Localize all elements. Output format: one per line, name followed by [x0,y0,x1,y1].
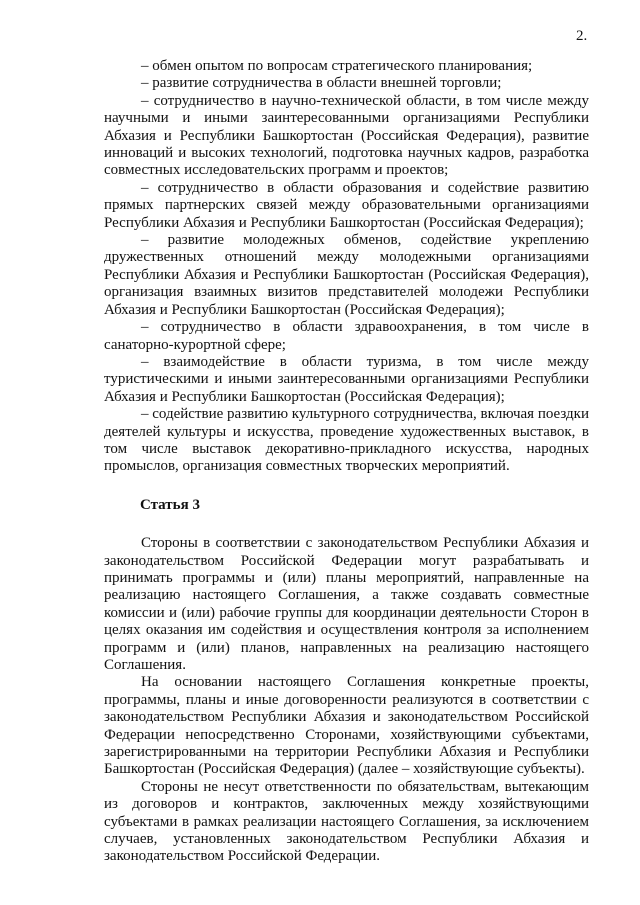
list-item: – содействие развитию культурного сотрудничества, включая поездки деятелей культуры и искусства, проведение художественных выставок, в том числе выставок декоративно-прикладного искусства, народных промыслов, организация совместных творческих мероприятий. [104,406,589,475]
list-item: – взаимодействие в области туризма, в том числе между туристическими и иными заинтересованными организациями Республики Абхазия и Республики Башкортостан (Российская Федерация); [104,353,589,405]
list-item: – сотрудничество в области здравоохранения, в том числе в санаторно-курортной сфере; [104,319,589,353]
page-number: 2. [576,28,588,44]
list-item: – сотрудничество в области образования и содействие развитию прямых партнерских связей между образовательными организациями Республики Абхазия и Республики Башкортостан (Российская Федерация); [104,179,589,231]
document-body [104,58,589,866]
list-item: – развитие сотрудничества в области внешней торговли; [141,75,502,92]
list-item: – обмен опытом по вопросам стратегического планирования; [141,58,533,74]
article-heading: Статья 3 [140,496,200,513]
article-body [104,535,589,866]
cooperation-list [104,58,589,476]
list-item: – сотрудничество в научно-технической области, в том числе между научными и иными заинтересованными организациями Республики Абхазия и Республики Башкортостан (Российская Федерация), развитие инноваций и высоких технологий, подготовка научных кадров, разработка совместных исследовательских программ и проектов; [104,92,589,179]
article-paragraph: На основании настоящего Соглашения конкретные проекты, программы, планы и иные договоренности реализуются в соответствии с законодательством Республики Абхазия и законодательством Российской Федерации непосредственно Сторонами, хозяйствующими субъектами, зарегистрированными на территории Республики Абхазия и Республики Башкортостан (Российская Федерация) (далее – хозяйствующие субъекты). [104,674,589,778]
article-paragraph: Стороны в соответствии с законодательством Республики Абхазия и законодательством Российской Федерации могут разрабатывать и принимать программы и (или) планы мероприятий, направленные на реализацию настоящего Соглашения, а также создавать совместные комиссии и (или) рабочие группы для координации деятельности Сторон в целях оказания им содействия и осуществления контроля за исполнением программ и (или) планов, направленных на реализацию настоящего Соглашения. [104,535,589,673]
list-item: – развитие молодежных обменов, содействие укреплению дружественных отношений между молодежными организациями Республики Абхазия и Республики Башкортостан (Российская Федерация), организация взаимных визитов представителей молодежи Республики Абхазия и Республики Башкортостан (Российская Федерация); [104,232,589,318]
article-paragraph: Стороны не несут ответственности по обязательствам, вытекающим из договоров и контрактов, заключенных между хозяйствующими субъектами в рамках реализации настоящего Соглашения, за исключением случаев, установленных законодательством Республики Абхазия и законодательством Российской Федерации. [104,778,589,865]
